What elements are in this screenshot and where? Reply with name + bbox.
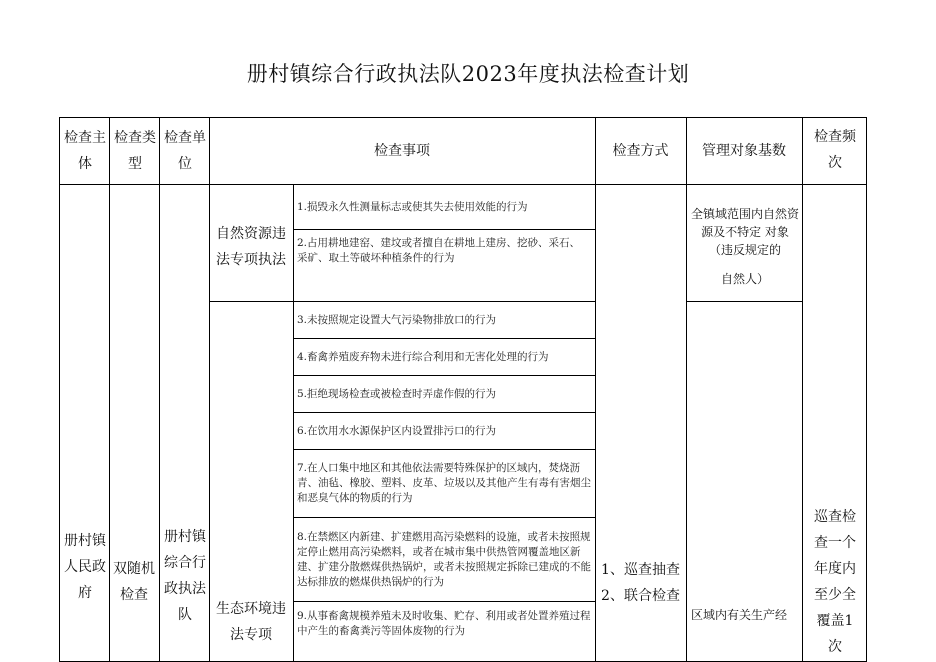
inspection-item-8: 8.在禁燃区内新建、扩建燃用高污染燃料的设施，或者未按照规定停止燃用高污染燃料，或者在城市集中供热管网覆盖地区新建、扩建分散燃煤供热锅炉，或者未按照规定拆除已建成的不能达标排放的燃煤供热锅炉的行为 <box>297 530 591 588</box>
inspection-item-5: 5.拒绝现场检查或被检查时弄虚作假的行为 <box>297 387 497 400</box>
col-border <box>209 117 210 662</box>
inspection-item-2: 2.占用耕地建窑、建坟或者擅自在耕地上建房、挖砂、采石、 采矿、取土等破坏种植条件的行为 <box>297 237 581 264</box>
col-border <box>802 117 803 662</box>
base-ecology: 区域内有关生产经 <box>691 608 788 622</box>
header-subject: 检查主体 <box>64 130 106 172</box>
base-natural-resources: 全镇域范围内自然资源及不特定 对象（违反规定的 <box>691 207 800 257</box>
base-natural-resources-cont: 自然人） <box>720 272 769 286</box>
header-method: 检查方式 <box>612 142 669 159</box>
category-ecology: 生态环境违法专项 <box>216 601 286 643</box>
col-border <box>686 117 687 662</box>
header-type: 检查类型 <box>114 130 156 172</box>
col-border <box>109 117 110 662</box>
col-border <box>866 117 867 662</box>
header-matters: 检查事项 <box>374 142 430 159</box>
inspection-item-4: 4.畜禽养殖废弃物未进行综合利用和无害化处理的行为 <box>297 350 549 363</box>
col-border <box>159 117 160 662</box>
category-natural-resources: 自然资源违法专项执法 <box>216 226 286 268</box>
document-title: 册村镇综合行政执法队2023年度执法检查计划 <box>246 62 690 86</box>
header-frequency: 检查频次 <box>814 129 856 171</box>
subject-cell: 册村镇人民政府 <box>64 533 106 601</box>
header-unit: 检查单位 <box>164 130 206 172</box>
method-2: 2、联合检查 <box>601 588 680 604</box>
base-divider <box>686 301 802 302</box>
col-border <box>59 117 60 662</box>
inspection-item-7: 7.在人口集中地区和其他依法需要特殊保护的区域内，焚烧沥青、油毡、橡胶、塑料、皮革、垃圾以及其他产生有毒有害烟尘和恶臭气体的物质的行为 <box>297 462 591 504</box>
frequency-cell: 巡查检查一个年度内至少全覆盖1次 <box>814 509 856 655</box>
inspection-plan-table <box>59 117 867 662</box>
header-base: 管理对象基数 <box>702 142 786 159</box>
inspection-item-9: 9.从事畜禽规模养殖未及时收集、贮存、利用或者处置养殖过程中产生的畜禽粪污等固体废物的行为 <box>297 610 591 637</box>
inspection-item-6: 6.在饮用水水源保护区内设置排污口的行为 <box>297 424 497 437</box>
inspection-item-3: 3.未按照规定设置大气污染物排放口的行为 <box>297 313 497 326</box>
inspection-item-1: 1.损毁永久性测量标志或使其失去使用效能的行为 <box>297 200 528 213</box>
type-cell: 双随机检查 <box>113 561 155 603</box>
method-1: 1、巡查抽查 <box>601 562 680 578</box>
unit-cell: 册村镇综合行政执法队 <box>164 529 206 623</box>
